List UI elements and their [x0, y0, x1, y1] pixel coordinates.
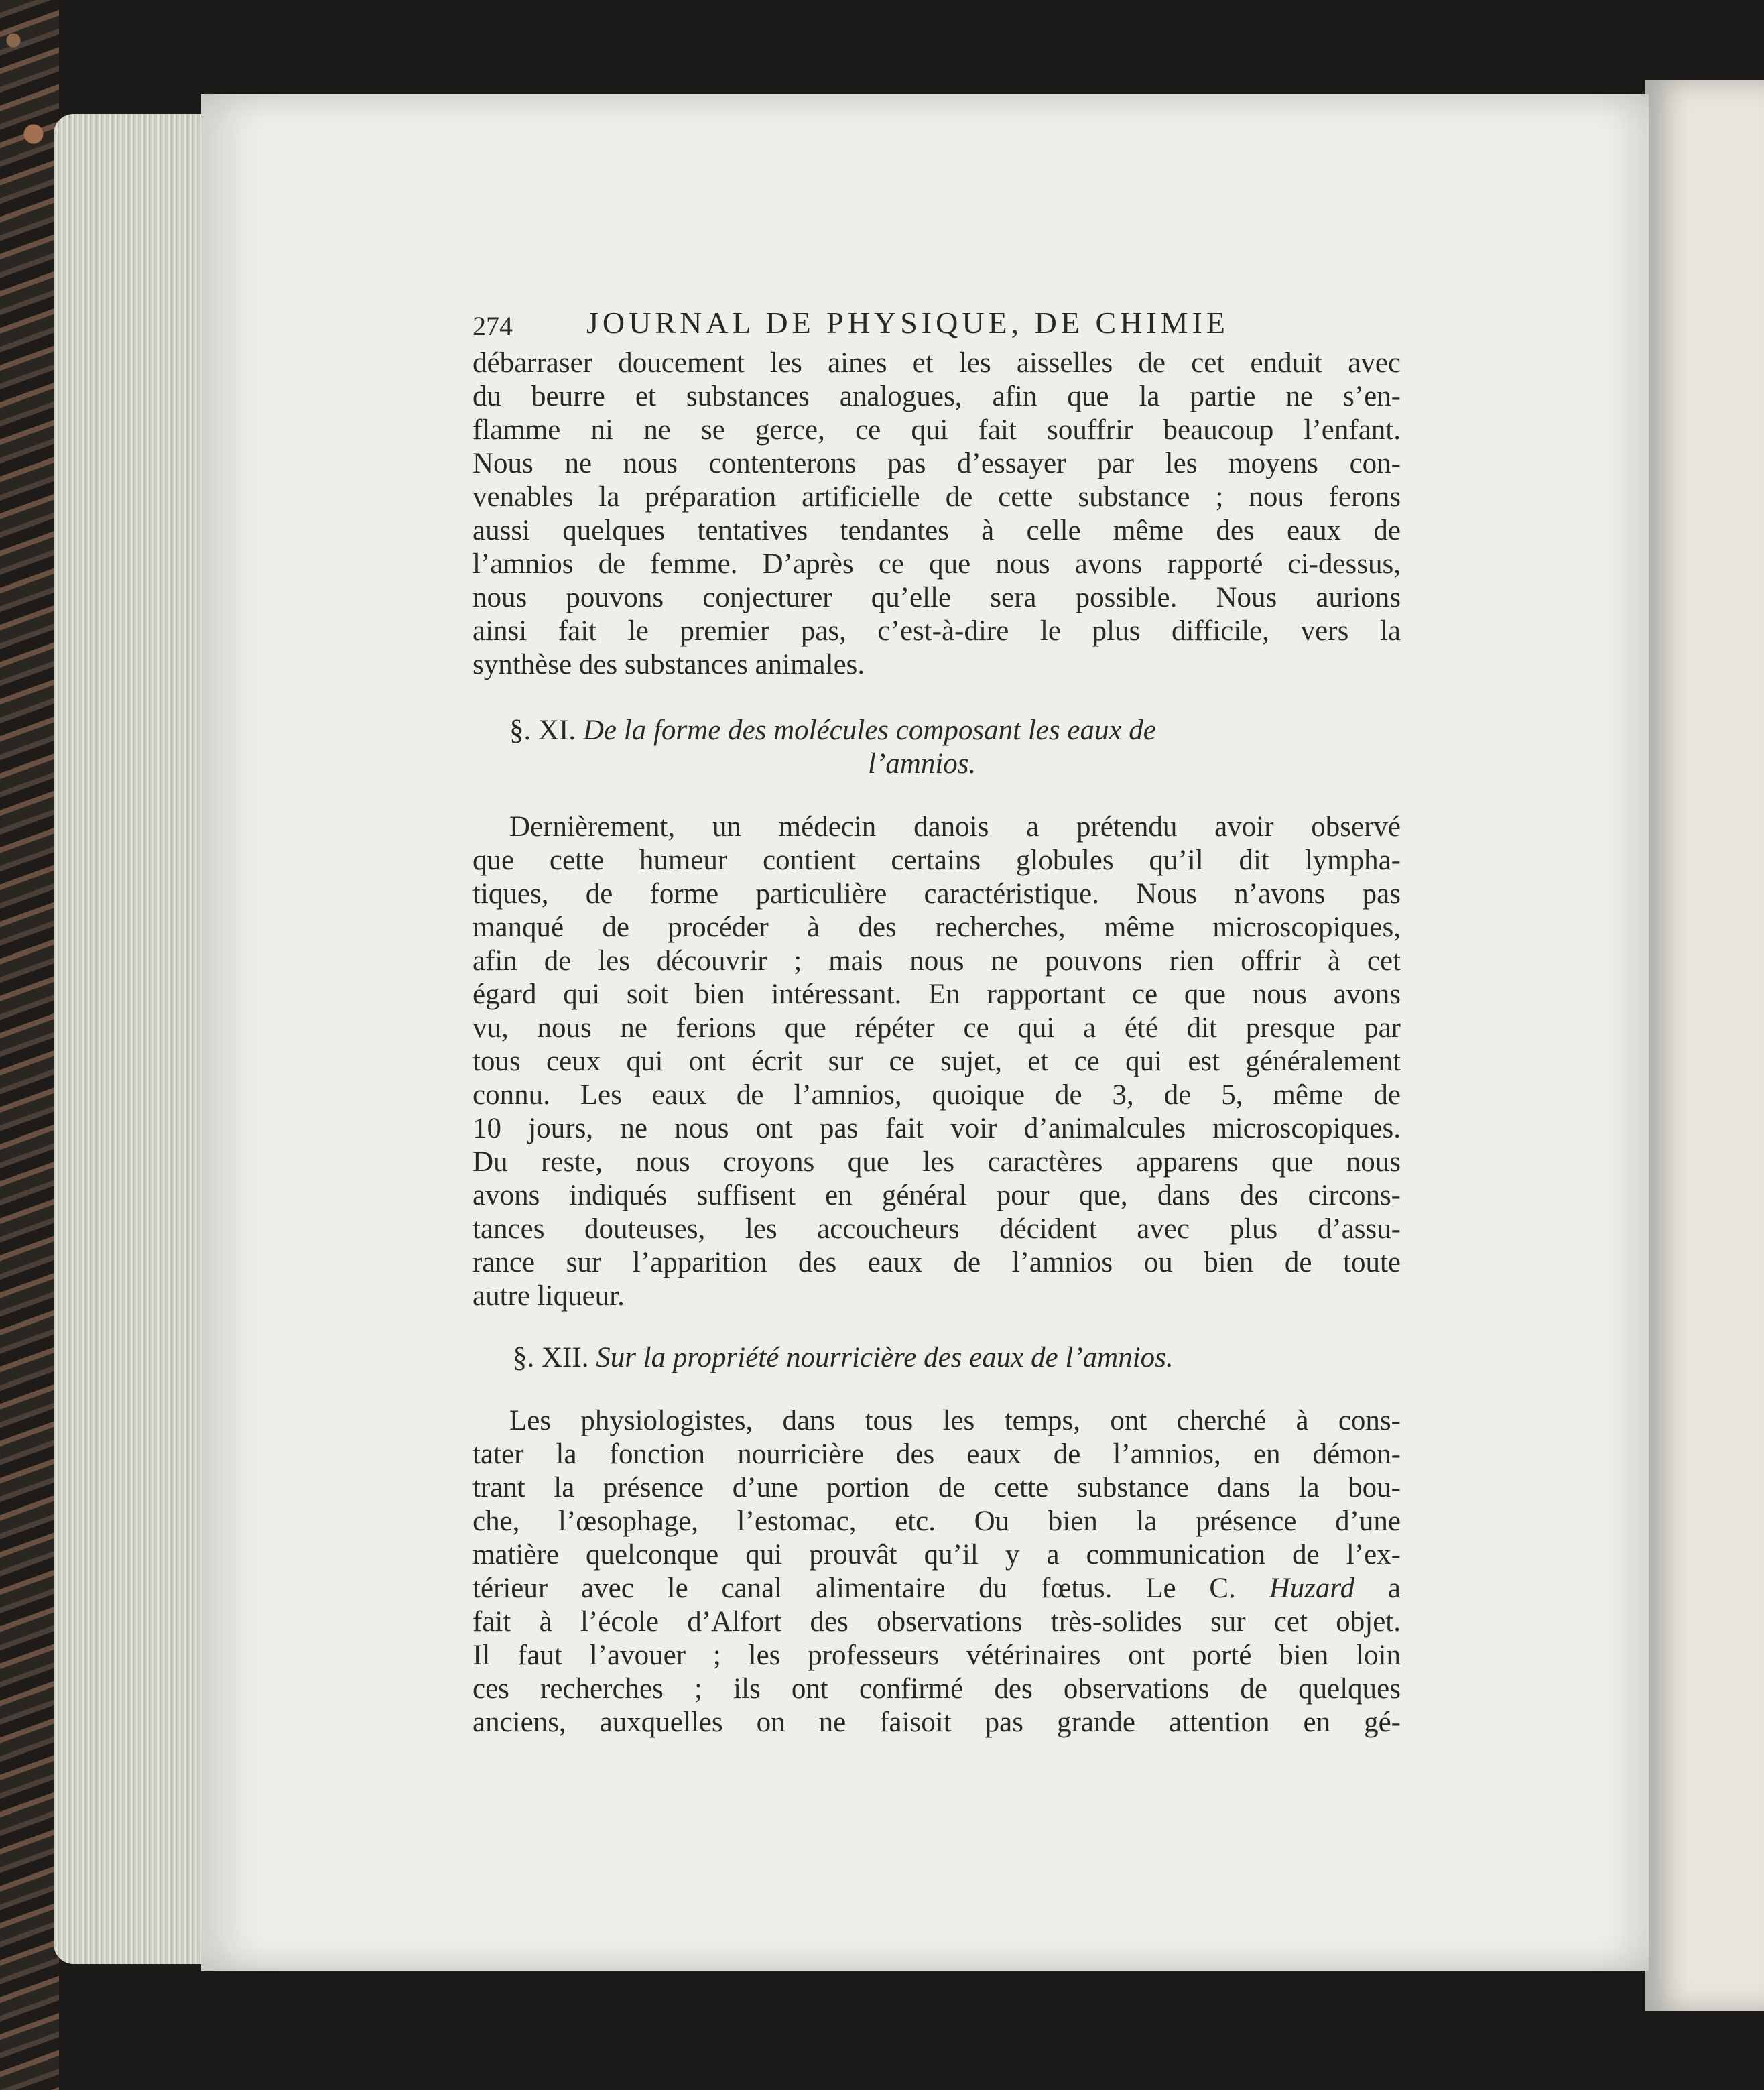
- marbled-book-edge: [0, 0, 59, 2090]
- text-line: tous ceux qui ont écrit sur ce sujet, et ce qui est généralement: [472, 1046, 1401, 1077]
- text-line: avons indiqués suffisent en général pour que, dans des circons-: [472, 1180, 1401, 1211]
- facing-page: [1645, 80, 1764, 2011]
- text-line: autre liqueur.: [472, 1280, 625, 1312]
- running-head: [472, 305, 1401, 347]
- page-stack-edge: [54, 114, 208, 1964]
- text-line-with-name: [472, 1572, 1401, 1605]
- section-number: §. XII.: [513, 1342, 589, 1373]
- text-line: 10 jours, ne nous ont pas fait voir d’animalcules microscopiques.: [472, 1113, 1401, 1144]
- running-title: JOURNAL DE PHYSIQUE, DE CHIMIE: [586, 306, 1229, 340]
- section-heading-12: [472, 1341, 1401, 1375]
- text-line: Les physiologistes, dans tous les temps, ont cherché à cons-: [509, 1405, 1401, 1436]
- text-line: tances douteuses, les accoucheurs décident avec plus d’assu-: [472, 1213, 1401, 1245]
- text-fragment: a: [1387, 1573, 1401, 1604]
- text-line: nous pouvons conjecturer qu’elle sera possible. Nous aurions: [472, 582, 1401, 613]
- text-line: fait à l’école d’Alfort des observations très-solides sur cet objet.: [472, 1606, 1401, 1638]
- text-line: flamme ni ne se gerce, ce qui fait souffrir beaucoup l’enfant.: [472, 414, 1401, 446]
- section-heading-line: [472, 714, 1401, 747]
- paragraph-2: [472, 810, 1401, 1313]
- text-line: trant la présence d’une portion de cette substance dans la bou-: [472, 1472, 1401, 1503]
- paragraph-3: [472, 1404, 1401, 1739]
- text-line: vu, nous ne ferions que répéter ce qui a été dit presque par: [472, 1012, 1401, 1044]
- text-line: Du reste, nous croyons que les caractères apparens que nous: [472, 1146, 1401, 1178]
- text-line: du beurre et substances analogues, afin que la partie ne s’en-: [472, 381, 1401, 412]
- text-line: ainsi fait le premier pas, c’est-à-dire le plus difficile, vers la: [472, 615, 1401, 647]
- text-line: que cette humeur contient certains globules qu’il dit lympha-: [472, 845, 1401, 876]
- text-line: Dernièrement, un médecin danois a prétendu avoir observé: [509, 811, 1401, 843]
- text-line: débarraser doucement les aines et les aisselles de cet enduit avec: [472, 347, 1401, 379]
- section-title: Sur la propriété nourricière des eaux de l’amnios.: [596, 1342, 1174, 1373]
- text-line: ces recherches ; ils ont confirmé des observations de quelques: [472, 1673, 1401, 1705]
- page-text: [472, 305, 1401, 1739]
- text-line: l’amnios de femme. D’après ce que nous avons rapporté ci-dessus,: [472, 548, 1401, 580]
- text-line: matière quelconque qui prouvât qu’il y a communication de l’ex-: [472, 1539, 1401, 1571]
- section-title-continuation: l’amnios.: [868, 748, 976, 780]
- text-line: manqué de procéder à des recherches, même microscopiques,: [472, 912, 1401, 943]
- section-heading-11: [472, 714, 1401, 781]
- text-line: venables la préparation artificielle de cette substance ; nous ferons: [472, 481, 1401, 513]
- text-line: tater la fonction nourricière des eaux de l’amnios, en démon-: [472, 1438, 1401, 1470]
- page-number: 274: [472, 311, 513, 341]
- proper-name: Huzard: [1269, 1573, 1355, 1604]
- paragraph-1: [472, 347, 1401, 682]
- text-line: aussi quelques tentatives tendantes à celle même des eaux de: [472, 515, 1401, 546]
- text-line: tiques, de forme particulière caractéristique. Nous n’avons pas: [472, 878, 1401, 910]
- text-line: connu. Les eaux de l’amnios, quoique de 3, de 5, même de: [472, 1079, 1401, 1111]
- text-line: anciens, auxquelles on ne faisoit pas grande attention en gé-: [472, 1707, 1401, 1738]
- text-line: rance sur l’apparition des eaux de l’amnios ou bien de toute: [472, 1247, 1401, 1278]
- text-line: Nous ne nous contenterons pas d’essayer par les moyens con-: [472, 448, 1401, 479]
- text-line: égard qui soit bien intéressant. En rapportant ce que nous avons: [472, 979, 1401, 1010]
- text-line: afin de les découvrir ; mais nous ne pouvons rien offrir à cet: [472, 945, 1401, 977]
- text-fragment: térieur avec le canal alimentaire du fœtus. Le C.: [472, 1573, 1236, 1604]
- text-line: che, l’œsophage, l’estomac, etc. Ou bien la présence d’une: [472, 1505, 1401, 1537]
- section-number: §. XI.: [509, 715, 576, 746]
- section-title: De la forme des molécules composant les eaux de: [582, 715, 1156, 746]
- text-line: synthèse des substances animales.: [472, 649, 865, 680]
- text-line: Il faut l’avouer ; les professeurs vétérinaires ont porté bien loin: [472, 1640, 1401, 1671]
